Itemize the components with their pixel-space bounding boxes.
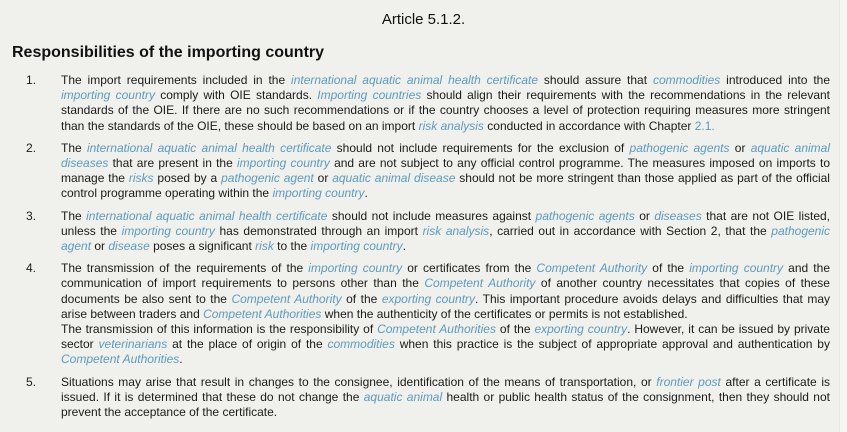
glossary-link[interactable]: Competent Authority	[424, 276, 536, 291]
glossary-link[interactable]: pathogenic agent	[221, 171, 314, 186]
glossary-link[interactable]: risk analysis	[422, 223, 490, 238]
item-paragraph	[61, 322, 830, 368]
glossary-link[interactable]: risk	[255, 239, 274, 254]
item-paragraph	[61, 209, 830, 255]
glossary-link[interactable]: risk analysis	[418, 118, 484, 133]
glossary-link[interactable]: international aquatic animal health certificate	[86, 208, 328, 223]
glossary-link[interactable]: frontier post	[656, 374, 721, 389]
text-span: and are not subject to any official control programme. The measures imposed on imports to manage the	[61, 156, 830, 186]
item-number: 5.	[26, 374, 37, 389]
glossary-link[interactable]: risks	[128, 171, 154, 186]
glossary-link[interactable]: Competent Authorities	[377, 322, 496, 337]
text-span: health or public health status of the consignment, then they should not prevent the acceptance of the certificate.	[61, 389, 830, 420]
text-span: when this practice is the subject of appropriate approval and authentication by	[394, 337, 830, 352]
text-span: after a certificate is issued. If it is determined that these do not change the	[61, 374, 830, 404]
item-paragraph	[61, 261, 830, 322]
text-span: .	[364, 186, 368, 201]
glossary-link[interactable]: international aquatic animal health certificate	[86, 140, 332, 155]
glossary-link[interactable]: pathogenic agents	[629, 140, 730, 155]
item-body	[61, 375, 830, 421]
list-item	[0, 73, 847, 134]
glossary-link[interactable]: exporting country	[381, 291, 476, 306]
text-span: conducted in accordance with Chapter	[483, 118, 695, 133]
text-span: that are present in the	[108, 156, 237, 171]
glossary-link[interactable]: aquatic animal disease	[332, 171, 456, 186]
glossary-link[interactable]: commodities	[327, 337, 395, 352]
item-paragraph	[61, 141, 830, 202]
text-span: should not include measures against	[327, 208, 536, 223]
text-span: . This important procedure avoids delays and difficulties that may arise between traders and	[61, 291, 830, 321]
text-span: The transmission of the requirements of the	[61, 261, 309, 276]
text-span: of the	[341, 291, 382, 306]
article-title: Article 5.1.2.	[381, 11, 466, 28]
list-item	[0, 375, 847, 421]
text-span: The	[61, 140, 87, 155]
glossary-link[interactable]: commodities	[652, 73, 721, 87]
text-span: . However, it can be issued by private sector	[61, 322, 830, 352]
text-span: , carried out in accordance with Section 2, that the	[489, 223, 772, 238]
item-body	[61, 73, 830, 134]
glossary-link[interactable]: aquatic animal diseases	[61, 140, 830, 171]
text-span: has demonstrated through an import	[214, 223, 423, 238]
glossary-link[interactable]: importing country	[61, 88, 155, 103]
glossary-link[interactable]: Importing countries	[317, 88, 422, 103]
glossary-link[interactable]: importing country	[310, 239, 403, 254]
glossary-link[interactable]: importing country	[121, 223, 215, 238]
text-span: that are not OIE listed, unless the	[61, 208, 831, 238]
glossary-link[interactable]: veterinarians	[98, 337, 168, 352]
glossary-link[interactable]: pathogenic agent	[61, 223, 831, 254]
text-span: or	[313, 171, 333, 186]
item-number: 4.	[26, 261, 37, 276]
text-span: at the place of origin of the	[167, 337, 328, 352]
text-span: should assure that	[538, 73, 653, 87]
item-paragraph	[61, 375, 830, 421]
text-span: or	[91, 239, 109, 254]
text-span: of the	[647, 261, 690, 276]
text-span: of another country necessitates that copies of these documents be also sent to the	[61, 276, 830, 306]
glossary-link[interactable]: importing country	[272, 186, 365, 201]
item-number: 3.	[26, 208, 37, 223]
text-span: or certificates from the	[402, 261, 537, 276]
glossary-link[interactable]: aquatic animal	[363, 389, 443, 404]
text-span: or	[729, 140, 751, 155]
item-paragraph	[61, 73, 830, 134]
glossary-link[interactable]: Competent Authority	[536, 261, 648, 276]
text-span: should align their requirements with the recommendations in the relevant standards of the OIE. If there are no such recommendations or if the country chooses a level of protection requiring measures more stringent than the standards of the OIE, these should be based on an import	[61, 88, 830, 133]
numbered-list	[0, 73, 847, 427]
glossary-link[interactable]: exporting country	[534, 322, 628, 337]
text-span: poses a significant	[149, 239, 256, 254]
glossary-link[interactable]: importing country	[689, 261, 784, 276]
item-body	[61, 209, 830, 255]
glossary-link[interactable]: importing country	[236, 156, 330, 171]
section-heading: Responsibilities of the importing country	[12, 44, 325, 61]
text-span: posed by a	[153, 171, 222, 186]
item-body	[61, 261, 830, 367]
text-span: The transmission of this information is the responsibility of	[61, 322, 378, 337]
glossary-link[interactable]: Competent Authorities	[61, 352, 180, 367]
text-span: of the	[495, 322, 535, 337]
chapter-link[interactable]: 2.1.	[694, 118, 715, 133]
text-span: should not be more stringent than those applied as part of the official control programme operating within the	[61, 171, 830, 201]
glossary-link[interactable]: Competent Authorities	[203, 306, 322, 321]
text-span: The import requirements included in the	[61, 73, 292, 87]
text-span: .	[179, 352, 183, 367]
glossary-link[interactable]: diseases	[654, 208, 702, 223]
text-span: should not include requirements for the exclusion of	[331, 140, 630, 155]
glossary-link[interactable]: disease	[108, 239, 150, 254]
text-span: and the communication of import requirements to persons other than the	[61, 261, 830, 291]
list-item	[0, 141, 847, 202]
text-span: to the	[273, 239, 311, 254]
list-item	[0, 261, 847, 367]
glossary-link[interactable]: Competent Authority	[231, 291, 342, 306]
text-span: when the authenticity of the certificates or permits is not established.	[321, 306, 688, 321]
item-number: 2.	[26, 140, 37, 155]
item-number: 1.	[26, 73, 37, 87]
item-body	[61, 141, 830, 202]
text-span: Situations may arise that result in changes to the consignee, identification of the means of transportation, or	[61, 374, 657, 389]
glossary-link[interactable]: pathogenic agents	[535, 208, 635, 223]
text-span: introduced into the	[720, 73, 830, 87]
text-span: comply with OIE standards.	[154, 88, 318, 103]
list-item	[0, 209, 847, 255]
text-span: or	[634, 208, 655, 223]
glossary-link[interactable]: international aquatic animal health certificate	[291, 73, 539, 87]
text-span: The	[61, 208, 87, 223]
text-span: .	[402, 239, 406, 254]
glossary-link[interactable]: importing country	[308, 261, 403, 276]
